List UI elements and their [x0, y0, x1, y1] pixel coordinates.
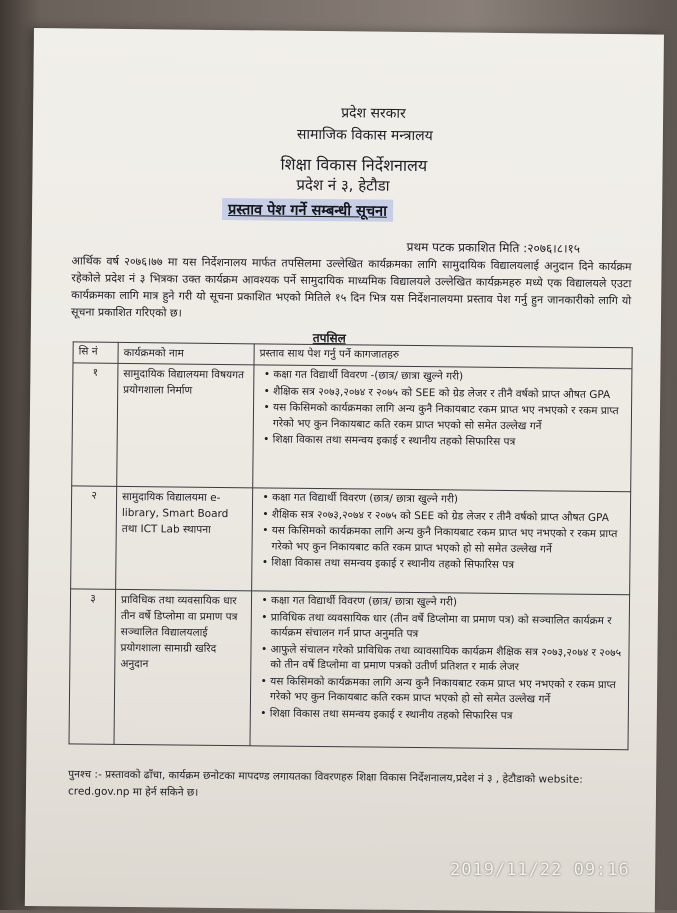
row-program-name: प्राविधिक तथा व्यवसायिक धार तीन वर्षे डिप्लोमा वा प्रमाण पत्र सञ्चालित विद्यालयलाई प्रयोगशाला सामाग्री खरिद अनुदान	[114, 589, 252, 745]
document-item: • यस किसिमको कार्यक्रमका लागि अन्य कुनै निकायबाट रकम प्राप्त भए नभएको र रकम प्राप्त गरेको भए कुन निकायबाट कति रकम प्राप्त भएको सो समेत उल्लेख गर्ने	[273, 401, 626, 436]
row-program-name: सामुदायिक विद्यालयमा e-library, Smart Board तथा ICT Lab स्थापना	[116, 486, 253, 590]
header-serial: सि नं	[73, 342, 118, 363]
document-item: • शैक्षिक सत्र २०७३,२०७४ र २०७५ को SEE को ग्रेड लेजर र तीनै वर्षको प्राप्त औषत GPA	[272, 507, 625, 526]
row-program-name: सामुदायिक विद्यालयमा विषयगत प्रयोगशाला निर्माण	[117, 363, 254, 487]
publication-date: प्रथम पटक प्रकाशित मिति :२०७६।८।१५	[406, 239, 581, 256]
document-item: • कक्षा गत विद्यार्थी विवरण (छात्र/ छात्रा खुल्ने गरी)	[271, 594, 624, 613]
table-row	[69, 589, 630, 750]
table-row	[72, 363, 632, 492]
document-item: • शैक्षिक सत्र २०७३,२०७४ र २०७५ को SEE को ग्रेड लेजर र तीनै वर्षको प्राप्त औषत GPA	[273, 384, 626, 403]
header-documents: प्रस्ताव साथ पेश गर्नु पर्ने कागजातहरु	[254, 344, 632, 369]
footnote: पुनश्च :- प्रस्तावको ढाँचा, कार्यक्रम छनोटका मापदण्ड लगायतका विवरणहरु शिक्षा विकास निर्देशनालय,प्रदेश नं ३ , हेटौडाको website: cred.gov.np मा हेर्न सकिने छ।	[67, 768, 583, 799]
header-line-directorate: शिक्षा विकास निर्देशनालय	[280, 154, 428, 176]
document-item: • कक्षा गत विद्यार्थी विवरण (छात्र/ छात्रा खुल्ने गरी)	[272, 491, 625, 510]
program-table	[68, 341, 632, 750]
row-documents	[253, 365, 632, 492]
photo-timestamp: 2019/11/22 09:16	[450, 860, 630, 880]
table-row	[71, 486, 631, 595]
header-program-name: कार्यक्रमको नाम	[118, 342, 254, 364]
notice-title: प्रस्ताव पेश गर्ने सम्बन्धी सूचना	[222, 198, 393, 222]
header-line-province-govt: प्रदेश सरकार	[341, 105, 406, 122]
document-item: • शिक्षा विकास तथा समन्वय इकाई र स्थानीय तहको सिफारिस पत्र	[271, 556, 624, 575]
document-item: • प्राविधिक तथा व्यवसायिक धार (तीन वर्षे डिप्लोमा वा प्रमाण पत्र) को सञ्चालित कार्यक्रम र कार्यक्रम संचालन गर्न प्राप्त अनुमति पत्र	[271, 610, 624, 645]
document-item: • शिक्षा विकास तथा समन्वय इकाई र स्थानीय तहको सिफारिस पत्र	[273, 433, 626, 452]
row-serial: ३	[69, 589, 116, 744]
row-documents	[250, 591, 630, 750]
document-item: • कक्षा गत विद्यार्थी विवरण -(छात्र/ छात्रा खुल्ने गरी)	[273, 368, 626, 387]
document-item: • शिक्षा विकास तथा समन्वय इकाई र स्थानीय तहको सिफारिस पत्र	[270, 706, 623, 725]
document-item: • आफुले संचालन गरेको प्राविधिक तथा व्यावसायिक कार्यक्रम शैक्षिक सत्र २०७३,२०७४ र २०७५ को तीन वर्षे डिप्लोमा वा प्रमाण पत्रको उतीर्ण प्रतिशत र मार्क लेजर	[270, 642, 623, 677]
notice-paper	[25, 28, 664, 913]
header-line-location: प्रदेश नं ३, हेटौडा	[296, 175, 390, 195]
notice-paragraph: आर्थिक वर्ष २०७६।७७ मा यस निर्देशनालय मार्फत तपसिलमा उल्लेखित कार्यक्रमका लागि सामुदायिक विद्यालयलाई अनुदान दिने कार्यक्रम रहेकोले प्रदेश नं ३ भित्रका उक्त कार्यक्रम आवश्यक पर्ने सामुदायिक माध्यमिक विद्यालयले उल्लेखित कार्यक्रमहरु मध्ये एक विद्यालयले एउटा कार्यक्रमका लागि मात्र हुने गरी यो सूचना प्रकाशित भएको मितिले १५ दिन भित्र यस निर्देशनालयमा प्रस्ताव पेश गर्नु हुन जानकारीको लागि यो सूचना प्रकाशित गरिएको छ।	[70, 254, 632, 320]
row-serial: १	[72, 363, 118, 486]
header-line-ministry: सामाजिक विकास मन्त्रालय	[296, 126, 433, 145]
document-item: • यस किसिमको कार्यक्रमका लागि अन्य कुनै निकायबाट रकम प्राप्त भए नभएको र रकम प्राप्त गरेको भए कुन निकायबाट कति रकम प्राप्त भएको हो सो समेत उल्लेख गर्ने	[271, 524, 624, 559]
row-serial: २	[71, 486, 117, 589]
document-item: • यस किसिमको कार्यक्रमका लागि अन्य कुनै निकायबाट रकम प्राप्त भए नभएको र रकम प्राप्त गरेको भए कुन निकायबाट कति रकम प्राप्त भएको हो सो समेत उल्लेख गर्ने	[270, 674, 623, 709]
schedule-heading: तपसिल	[312, 330, 346, 346]
row-documents	[252, 488, 631, 595]
